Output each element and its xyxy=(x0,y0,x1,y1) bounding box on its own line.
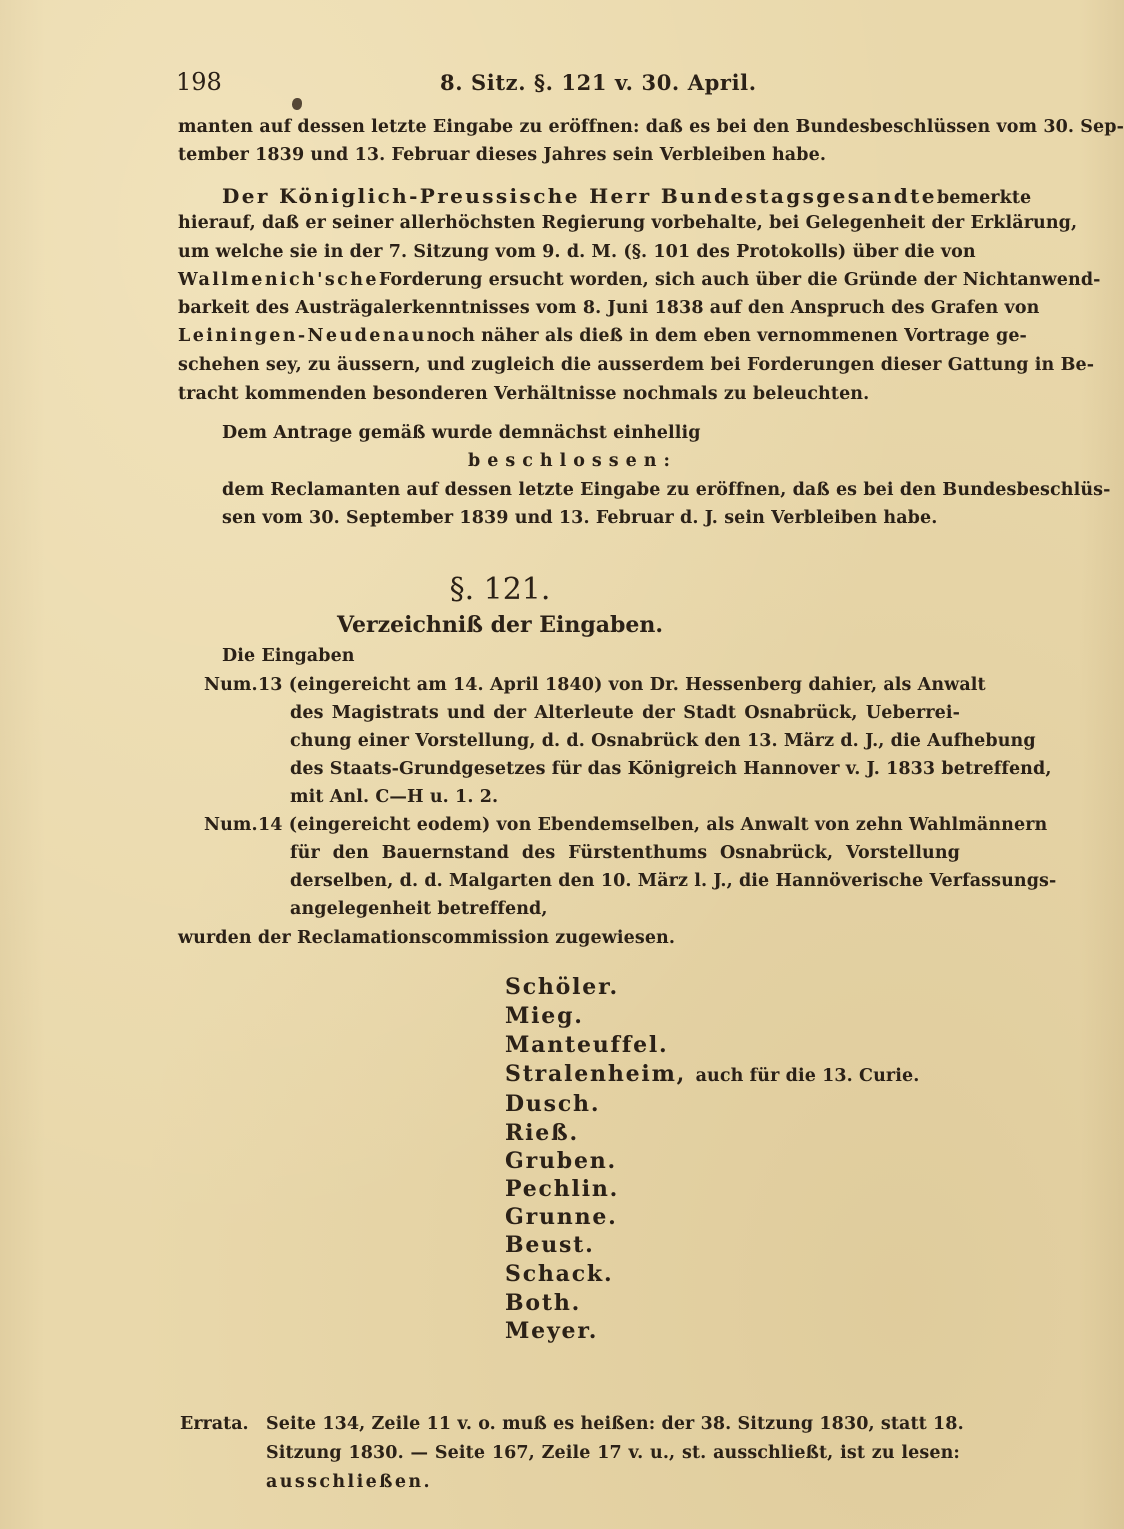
signature: Dusch. xyxy=(505,1091,601,1117)
entry-13-line-1: 13 (eingereicht am 14. April 1840) von Dr. Hessenberg dahier, als Anwalt xyxy=(258,675,986,695)
p1-line-1: manten auf dessen letzte Eingabe zu eröffnen: daß es bei den Bundesbeschlüssen vom 30. Sep- xyxy=(178,117,1124,137)
entry-14-line-1: 14 (eingereicht eodem) von Ebendemselben, als Anwalt von zehn Wahlmännern xyxy=(258,815,1048,835)
entry-13-label: Num. xyxy=(204,675,258,695)
p2-line-1 xyxy=(222,184,1032,208)
ink-speck xyxy=(292,98,302,110)
signature: Both. xyxy=(505,1290,582,1316)
page-number: 198 xyxy=(176,68,222,96)
signature: Stralenheim, xyxy=(505,1061,687,1087)
errata-label: Errata. xyxy=(180,1414,249,1434)
signature: Schöler. xyxy=(505,974,619,1000)
p2-line-4 xyxy=(178,270,1101,290)
resolved-word: beschlossen: xyxy=(468,451,677,471)
signature-note: auch für die 13. Curie. xyxy=(695,1066,920,1086)
section-number: §. 121. xyxy=(449,572,551,607)
section-intro: Die Eingaben xyxy=(222,646,355,666)
signature: Schack. xyxy=(505,1261,614,1287)
section-closing: wurden der Reclamationscommission zugewiesen. xyxy=(178,928,676,948)
entry-13-line-3: chung einer Vorstellung, d. d. Osnabrück den 13. März d. J., die Aufhebung xyxy=(290,731,1036,751)
p2-line-2: hierauf, daß er seiner allerhöchsten Regierung vorbehalte, bei Gelegenheit der Erklärung, xyxy=(178,213,1078,233)
errata-line-2: Sitzung 1830. — Seite 167, Zeile 17 v. u., st. ausschließt, ist zu lesen: xyxy=(266,1443,960,1463)
p3-line-3: dem Reclamanten auf dessen letzte Eingabe zu eröffnen, daß es bei den Bundesbeschlüs- xyxy=(222,480,1111,500)
errata-line-1: Seite 134, Zeile 11 v. o. muß es heißen: der 38. Sitzung 1830, statt 18. xyxy=(266,1414,964,1434)
p2-line-4-rest: Forderung ersucht worden, sich auch über die Gründe der Nichtanwend- xyxy=(378,270,1101,290)
entry-13-line-4: des Staats-Grundgesetzes für das Königreich Hannover v. J. 1833 betreffend, xyxy=(290,759,1052,779)
p2-line-3: um welche sie in der 7. Sitzung vom 9. d. M. (§. 101 des Protokolls) über die von xyxy=(178,242,976,262)
signature: Gruben. xyxy=(505,1148,618,1174)
p2-line-1-rest: bemerkte xyxy=(936,188,1032,208)
entry-14-label: Num. xyxy=(204,815,258,835)
name-wallmenich: Wallmenich'sche xyxy=(178,270,379,290)
errata-line-3: ausschließen. xyxy=(266,1472,433,1492)
entry-13-line-5: mit Anl. C—H u. 1. 2. xyxy=(290,787,499,807)
running-head-title: 8. Sitz. §. 121 v. 30. April. xyxy=(440,70,757,95)
signature: Beust. xyxy=(505,1232,595,1258)
p2-line-6-rest: noch näher als dieß in dem eben vernommenen Vortrage ge- xyxy=(426,326,1027,346)
section-title: Verzeichniß der Eingaben. xyxy=(336,612,664,638)
p2-line-8: tracht kommenden besonderen Verhältnisse nochmals zu beleuchten. xyxy=(178,384,870,404)
entry-13-line-2: des Magistrats und der Alterleute der Stadt Osnabrück, Ueberrei- xyxy=(290,703,960,723)
signature: Manteuffel. xyxy=(505,1032,669,1058)
entry-14-line-3: derselben, d. d. Malgarten den 10. März l. J., die Hannöverische Verfassungs- xyxy=(290,871,1057,891)
signature: Rieß. xyxy=(505,1120,580,1146)
name-leiningen: Leiningen-Neudenau xyxy=(178,326,427,346)
signature: Grunne. xyxy=(505,1204,618,1230)
p2-line-6 xyxy=(178,326,1027,346)
p3-line-4: sen vom 30. September 1839 und 13. Februar d. J. sein Verbleiben habe. xyxy=(222,508,938,528)
signature-stralenheim xyxy=(505,1061,919,1087)
p1-line-2: tember 1839 und 13. Februar dieses Jahres sein Verbleiben habe. xyxy=(178,145,827,165)
speaker-title: Der Königlich-Preussische Herr Bundestagsgesandte xyxy=(222,184,937,208)
p3-line-1: Dem Antrage gemäß wurde demnächst einhellig xyxy=(222,423,701,443)
entry-14-line-4: angelegenheit betreffend, xyxy=(290,899,548,919)
signature: Meyer. xyxy=(505,1318,599,1344)
signature: Mieg. xyxy=(505,1003,584,1029)
entry-14-line-2: für den Bauernstand des Fürstenthums Osnabrück, Vorstellung xyxy=(290,843,960,863)
signature: Pechlin. xyxy=(505,1176,620,1202)
p2-line-5: barkeit des Austrägalerkenntnisses vom 8. Juni 1838 auf den Anspruch des Grafen von xyxy=(178,298,1040,318)
p2-line-7: schehen sey, zu äussern, und zugleich die ausserdem bei Forderungen dieser Gattung in Be- xyxy=(178,355,1095,375)
